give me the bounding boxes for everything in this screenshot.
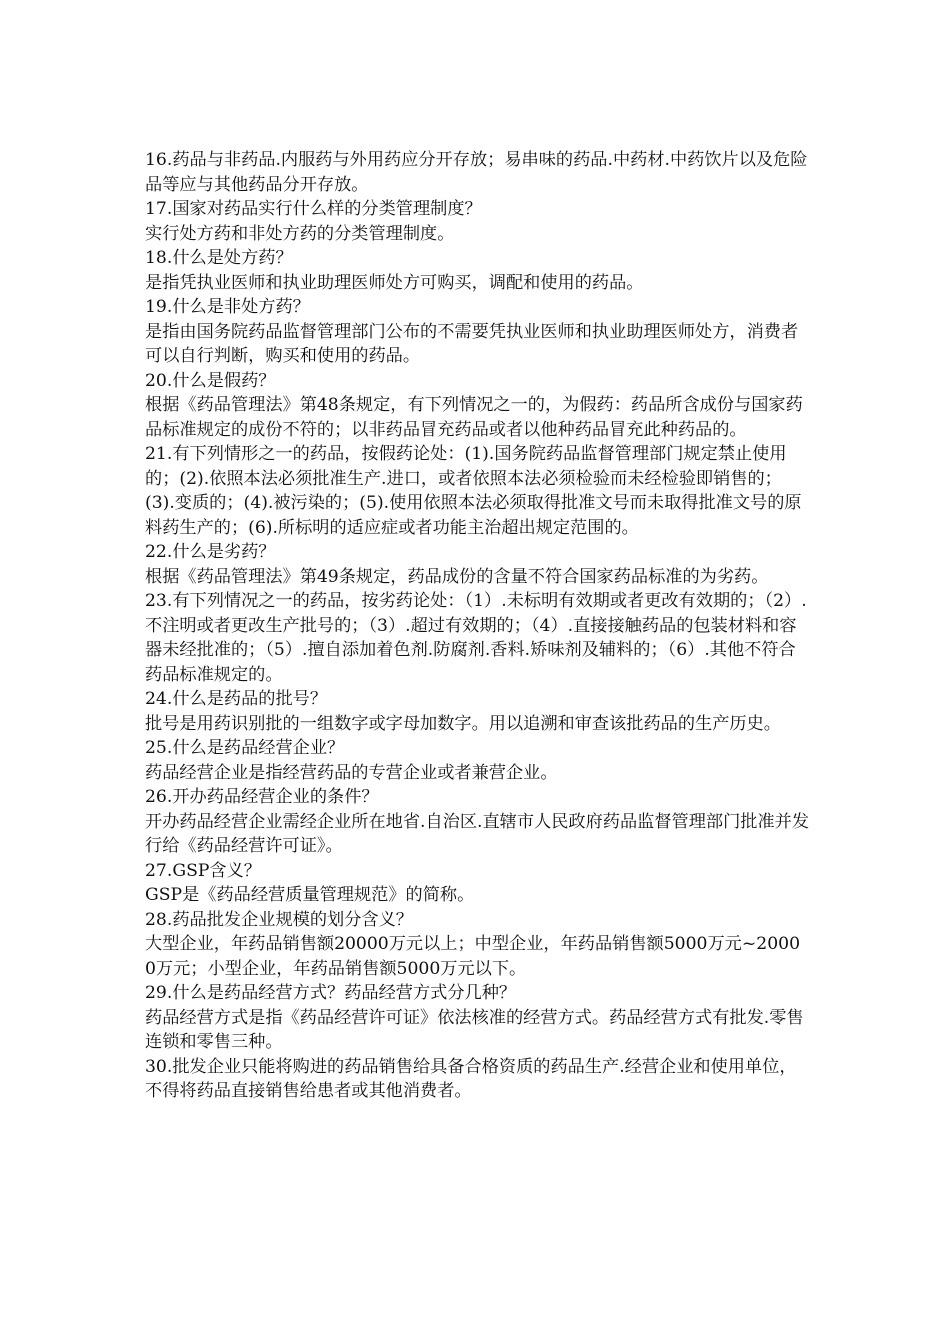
question: 20.什么是假药？ [145,370,276,391]
question: 27.GSP含义？ [145,860,261,881]
question: 18.什么是处方药？ [145,248,293,268]
answer: 大型企业，年药品销售额20000万元以上；中型企业，年药品销售额5000万元~20000万元；小型企业，年药品销售额5000万元以下。 [145,934,800,979]
paragraph: 16.药品与非药品.内服药与外用药应分开存放；易串味的药品.中药材.中药饮片以及危险品等应与其他药品分开存放。 [145,150,808,195]
answer: 根据《药品管理法》第48条规定，有下列情况之一的，为假药：药品所含成份与国家药品标准规定的成份不符的；以非药品冒充药品或者以他种药品冒充此种药品的。 [145,395,803,440]
answer: 开办药品经营企业需经企业所在地省.自治区.直辖市人民政府药品监督管理部门批准并发行给《药品经营许可证》。 [145,811,810,856]
question: 19.什么是非处方药？ [145,297,310,317]
question: 29.什么是药品经营方式？药品经营方式分几种？ [145,983,517,1003]
answer: GSP是《药品经营质量管理规范》的简称。 [145,885,475,905]
question: 28.药品批发企业规模的划分含义？ [145,909,413,930]
question: 25.什么是药品经营企业？ [145,738,345,758]
answer: 根据《药品管理法》第49条规定，药品成份的含量不符合国家药品标准的为劣药。 [145,566,769,587]
paragraph: 23.有下列情况之一的药品，按劣药论处：（1）.未标明有效期或者更改有效期的；（2）.不注明或者更改生产批号的；（3）.超过有效期的；（4）.直接接触药品的包装材料和容器未经批准的；（5）.擅自添加着色剂.防腐剂.香料.矫味剂及辅料的；（6）.其他不符合药品标准规定的。 [145,591,807,685]
question: 17.国家对药品实行什么样的分类管理制度？ [145,199,482,219]
answer: 是指凭执业医师和执业助理医师处方可购买，调配和使用的药品。 [145,272,644,293]
answer: 是指由国务院药品监督管理部门公布的不需要凭执业医师和执业助理医师处方，消费者可以自行判断，购买和使用的药品。 [145,321,799,366]
paragraph: 21.有下列情形之一的药品，按假药论处：(1).国务院药品监督管理部门规定禁止使用的；(2).依照本法必须批准生产.进口，或者依照本法必须检验而未经检验即销售的；(3).变质的；(4).被污染的；(5).使用依照本法必须取得批准文号而未取得批准文号的原料药生产的；(6).所标明的适应症或者功能主治超出规定范围的。 [145,444,802,538]
question: 26.开办药品经营企业的条件？ [145,787,379,807]
answer: 药品经营企业是指经营药品的专营企业或者兼营企业。 [145,762,558,783]
paragraph: 30.批发企业只能将购进的药品销售给具备合格资质的药品生产.经营企业和使用单位，不得将药品直接销售给患者或其他消费者。 [145,1056,797,1101]
answer: 批号是用药识别批的一组数字或字母加数字。用以追溯和审查该批药品的生产历史。 [145,713,781,734]
question: 22.什么是劣药？ [145,542,276,562]
answer: 实行处方药和非处方药的分类管理制度。 [145,223,455,244]
question: 24.什么是药品的批号？ [145,689,328,709]
document-body [145,148,810,1104]
answer: 药品经营方式是指《药品经营许可证》依法核准的经营方式。药品经营方式有批发.零售连锁和零售三种。 [145,1007,804,1052]
